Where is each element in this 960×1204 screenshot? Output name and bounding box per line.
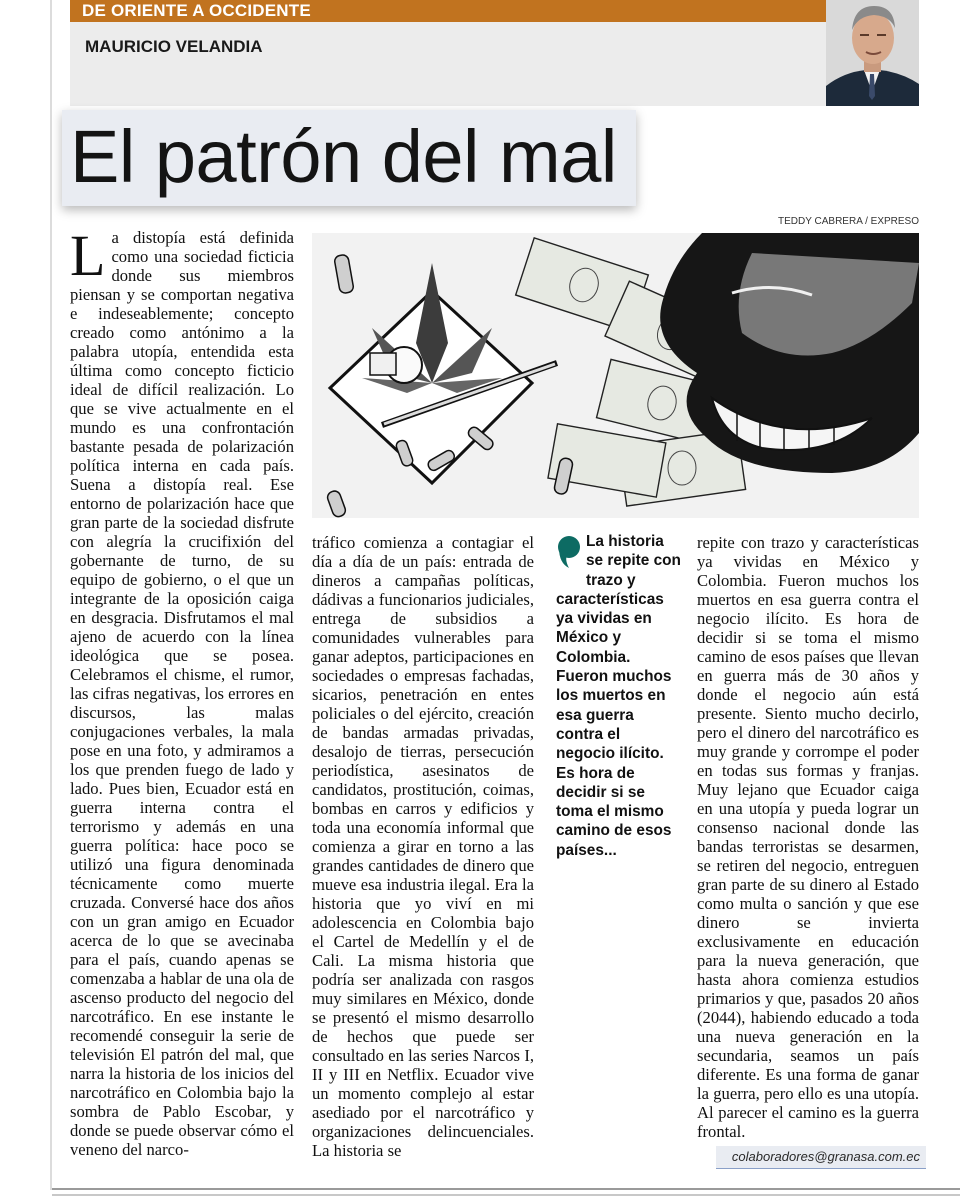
pull-quote — [556, 532, 682, 860]
body-column-2 — [312, 533, 534, 1160]
pull-quote-indent — [556, 532, 586, 586]
section-label: DE ORIENTE A OCCIDENTE — [82, 1, 311, 20]
body-column-2-text: tráfico comienza a contagiar el día a día de un país: entrada de dineros a campañas políticas, dádivas a funcionarios judiciales, entrega de subsidios a comunidades vulnerables para ganar adeptos, participaciones en sociedades o empresas fachadas, sicarios, penetración en entes policiales o del ejército, creación de bandas armadas privadas, desalojo de tierras, persecución periodística, asesinatos de candidatos, prostitución, coimas, bombas en carros y edificios y toda una economía informal que comienza a girar en torno a las grandes cantidades de dinero que mueve esa industria ilegal. Era la historia que yo viví en mi adolescencia en Colombia bajo el Cartel de Medellín y el de Cali. La misma historia que podría ser analizada con rasgos muy similares en México, donde se presentó el mismo desarrollo de hechos que puede ser consultado en las series Narcos I, II y III en Netflix. Ecuador vive un momento complejo al estar asediado por el narcotráfico y organizaciones delincuenciales. La historia se — [312, 533, 534, 1160]
email-box — [716, 1146, 926, 1169]
body-column-1-text: a distopía está definida como una sociedad ficticia donde sus miembros piensan y se comportan negativa e indeseablemente; concepto creado como antónimo a la palabra utopía, entendida esta última como concepto ficticio ideal de difícil realización. Lo que se vive actualmente en el mundo es una confrontación bastante pesada de polarización política interna en cada país. Suena a distopía real. Ese entorno de polarización hace que gran parte de la sociedad disfrute con alegría la crucifixión del gobernante de turno, de su equipo de gobierno, o el que un integrante de la oposición caiga en desgracia. Disfrutamos el mal ajeno de acuerdo con la línea ideológica que se posea. Celebramos el chisme, el rumor, las cifras negativas, los errores en discursos, las malas conjugaciones verbales, la mala pose en una foto, y admiramos a los que prenden fuego de lado y lado. Pues bien, Ecuador está en guerra interna contra el terrorismo y además en una guerra política: hace poco se utilizó una figura denominada técnicamente como muerte cruzada. Conversé hace dos años con un gran amigo en Ecuador acerca de lo que se avecinaba para el país, cuando apenas se comenzaba a hablar de una ola de ascenso producto del negocio del narcotráfico. En ese instante le recomendé conseguir la serie de televisión El patrón del mal, que narra la historia de los inicios del narcotráfico en Colombia bajo la sombra de Pablo Escobar, y donde se puede observar cómo el veneno del narco- — [70, 228, 294, 1159]
bottom-rule — [52, 1188, 960, 1190]
illustration — [312, 233, 919, 518]
body-column-1 — [70, 223, 294, 1159]
body-column-4-text: repite con trazo y características ya vividas en México y Colombia. Fueron muchos los muertos en esa guerra contra el negocio ilícito. Es hora de decidir si se toma el mismo camino de esos países que llevan en guerra más de 30 años y donde el negocio aún está presente. Siento mucho decirlo, pero el dinero del narcotráfico es muy grande y corrompe el poder en todas sus formas y franjas. Muy lejano que Ecuador caiga en una utopía y pueda lograr un consenso nacional donde las bandas terroristas se desarmen, se retiren del negocio, entreguen gran parte de su dinero al Estado como multa o sanción y que ese dinero se invierta exclusivamente en educación para la nueva generación, que hasta ahora comienza estudios primarios y que, pasados 20 años (2044), habiendo educado a toda una nueva generación en la secundaria, seamos un país diferente. Es una forma de ganar la guerra, pero ello es una utopía. Al parecer el camino es la guerra frontal. — [697, 533, 919, 1141]
contact-email[interactable]: colaboradores@granasa.com.ec — [731, 1149, 920, 1164]
photo-credit: TEDDY CABRERA / EXPRESO — [778, 216, 919, 227]
drop-cap: L — [70, 223, 106, 288]
author-photo — [826, 0, 919, 106]
page-edge — [50, 0, 52, 1190]
author-name: MAURICIO VELANDIA — [85, 37, 263, 56]
headline: El patrón del mal — [70, 115, 617, 198]
pull-quote-text: La historia se repite con trazo y características ya vividas en México y Colombia. Fueron muchos los muertos en esa guerra contra el negocio ilícito. Es hora de decidir si se toma el mismo camino de esos países... — [556, 533, 681, 859]
body-column-4 — [697, 533, 919, 1141]
section-bar — [70, 0, 919, 22]
bottom-rule — [52, 1194, 960, 1196]
